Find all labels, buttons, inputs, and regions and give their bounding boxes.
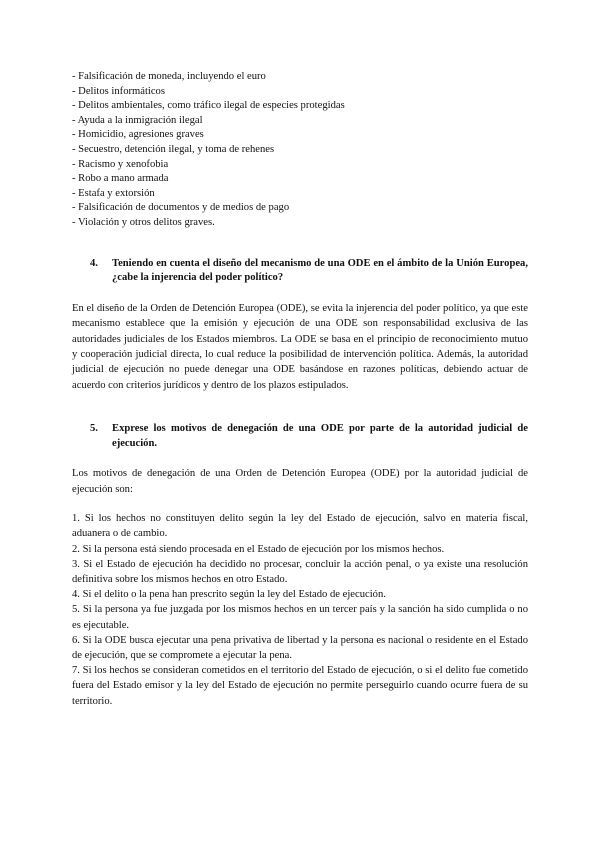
section-4-heading (72, 257, 528, 286)
list-item: - Falsificación de documentos y de medios de pago (72, 202, 290, 214)
list-item: - Ayuda a la inmigración ilegal (72, 114, 203, 126)
list-item: - Racismo y xenofobia (72, 158, 169, 170)
list-item: - Delitos informáticos (72, 85, 165, 97)
list-item: - Homicidio, agresiones graves (72, 129, 204, 141)
refusal-reasons-list (72, 511, 528, 709)
list-item: 1. Si los hechos no constituyen delito según la ley del Estado de ejecución, salvo en materia fiscal, aduanera o de cambio. (72, 513, 528, 540)
section-4-question: Teniendo en cuenta el diseño del mecanismo de una ODE en el ámbito de la Unión Europea, ¿cabe la injerencia del poder político? (112, 257, 528, 284)
list-item: - Violación y otros delitos graves. (72, 216, 215, 228)
list-item: - Delitos ambientales, como tráfico ilegal de especies protegidas (72, 100, 345, 112)
document-page (72, 70, 528, 709)
section-4-answer: En el diseño de la Orden de Detención Europea (ODE), se evita la injerencia del poder político, ya que este mecanismo establece que la emisión y ejecución de una ODE son responsabilidad exclusiva de las autoridades judiciales de los Estados miembros. La ODE se basa en el principio de reconocimiento mutuo y cooperación judicial directa, lo cual reduce la posibilidad de intervención política. Además, la autoridad judicial de ejecución no puede denegar una ODE basándose en razones políticas, debiendo actuar de acuerdo con criterios jurídicos y dentro de los plazos estipulados. (72, 302, 528, 391)
section-5-question: Exprese los motivos de denegación de una ODE por parte de la autoridad judicial de ejecución. (112, 423, 528, 449)
list-item: 3. Si el Estado de ejecución ha decidido no procesar, concluir la acción penal, o ya existe una resolución definitiva sobre los mismos hechos en otro Estado. (72, 558, 528, 585)
crimes-list (72, 70, 528, 231)
list-item: 7. Si los hechos se consideran cometidos en el territorio del Estado de ejecución, o si el delito fue cometido fuera del Estado emisor y la ley del Estado de ejecución no permite perseguirlo cuando ocurre fuera de su territorio. (72, 665, 528, 707)
section-5-number: 5. (90, 423, 98, 435)
section-4-number: 4. (90, 257, 98, 269)
list-item: 6. Si la ODE busca ejecutar una pena privativa de libertad y la persona es nacional o residente en el Estado de ejecución, que se compromete a ejecutar la pena. (72, 634, 528, 661)
list-item: 2. Si la persona está siendo procesada en el Estado de ejecución por los mismos hechos. (72, 543, 445, 555)
list-item: - Robo a mano armada (72, 173, 169, 185)
list-item: 5. Si la persona ya fue juzgada por los mismos hechos en un tercer país y la sanción ha sido cumplida o no es ejecutable. (72, 604, 528, 631)
section-5-heading (72, 422, 528, 451)
list-item: - Estafa y extorsión (72, 187, 155, 199)
list-item: - Falsificación de moneda, incluyendo el euro (72, 71, 266, 82)
list-item: 4. Si el delito o la pena han prescrito según la ley del Estado de ejecución. (72, 589, 386, 601)
list-item: - Secuestro, detención ilegal, y toma de rehenes (72, 143, 275, 155)
section-5-intro: Los motivos de denegación de una Orden de Detención Europea (ODE) por la autoridad judicial de ejecución son: (72, 468, 528, 495)
